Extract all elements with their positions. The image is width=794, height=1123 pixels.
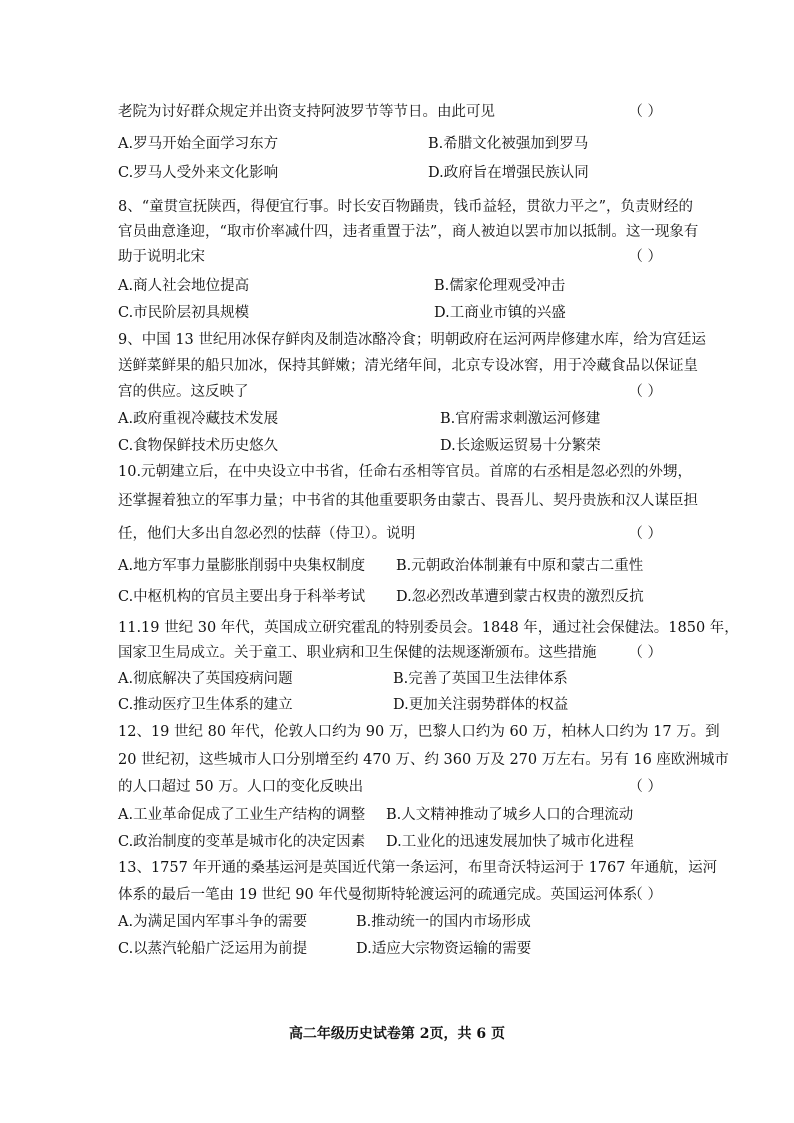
question-11-stem-line: 国家卫生局成立。关于童工、职业病和卫生保健的法规逐渐颁布。这些措施: [118, 645, 597, 661]
option-b: B.儒家伦理观受冲击: [434, 278, 566, 294]
page-footer: 高二年级历史试卷第 2页，共 6 页: [288, 1026, 506, 1042]
option-c: C.以蒸汽轮船广泛运用为前提: [118, 941, 308, 957]
question-10-stem-line: 还掌握着独立的军事力量；中书省的其他重要职务由蒙古、畏吾儿、契丹贵族和汉人谋臣担: [118, 493, 698, 509]
question-10-stem-line: 任，他们大多出自忽必烈的怯薛（侍卫）。说明: [118, 526, 416, 542]
option-b: B.完善了英国卫生法律体系: [393, 671, 568, 687]
option-d: D.更加关注弱势群体的权益: [393, 697, 569, 713]
question-13-stem-line: 13、1757 年开通的桑基运河是英国近代第一条运河，布里奇沃特运河于 1767 年通航，运河: [118, 860, 718, 876]
question-12-stem-line: 20 世纪初，这些城市人口分别增至约 470 万、约 360 万及 270 万左右。另有 16 座欧洲城市: [118, 752, 729, 768]
option-a: A.政府重视冷藏技术发展: [118, 411, 279, 427]
option-d: D.工商业市镇的兴盛: [434, 305, 566, 321]
option-c: C.推动医疗卫生体系的建立: [118, 697, 293, 713]
question-9-stem-line: 宫的供应。这反映了: [118, 384, 249, 400]
option-b: B.元朝政治体制兼有中原和蒙古二重性: [396, 558, 644, 574]
question-11-stem-line: 11.19 世纪 30 年代，英国成立研究霍乱的特别委员会。1848 年，通过社会保健法。1850 年，: [118, 620, 739, 636]
option-c: C.食物保鲜技术历史悠久: [118, 438, 279, 454]
question-10-stem-line: 10.元朝建立后，在中央设立中书省，任命右丞相等官员。首席的右丞相是忽必烈的外甥，: [118, 464, 693, 480]
option-c: C.罗马人受外来文化影响: [118, 165, 279, 181]
option-b: B.推动统一的国内市场形成: [356, 914, 531, 930]
option-b: B.人文精神推动了城乡人口的合理流动: [386, 807, 634, 823]
option-c: C.中枢机构的官员主要出身于科举考试: [118, 589, 366, 605]
question-9-stem-line: 送鲜菜鲜果的船只加冰，保持其鲜嫩；清光绪年间，北京专设冰窖，用于冷藏食品以保证皇: [118, 358, 698, 374]
question-13-stem-line: 体系的最后一笔由 19 世纪 90 年代曼彻斯特轮渡运河的疏通完成。英国运河体系: [118, 887, 638, 903]
option-a: A.彻底解决了英国疫病问题: [118, 671, 293, 687]
question-9-stem-line: 9、中国 13 世纪用冰保存鲜肉及制造冰酪冷食；明朝政府在运河两岸修建水库，给为宫廷运: [118, 332, 706, 348]
answer-bracket: （ ）: [628, 526, 662, 542]
option-a: A.为满足国内军事斗争的需要: [118, 914, 308, 930]
option-c: C.政治制度的变革是城市化的决定因素: [118, 834, 366, 850]
option-a: A.商人社会地位提高: [118, 278, 250, 294]
question-8-stem-line: 8、“童贯宣抚陕西，得便宜行事。时长安百物踊贵，钱币益轻，贯欲力平之”，负责财经的: [118, 199, 694, 215]
option-d: D.工业化的迅速发展加快了城市化进程: [386, 834, 634, 850]
question-12-stem-line: 12、19 世纪 80 年代，伦敦人口约为 90 万，巴黎人口约为 60 万，柏林人口约为 17 万。到: [118, 724, 720, 740]
answer-bracket: （ ）: [628, 249, 662, 265]
answer-bracket: （ ）: [628, 104, 662, 120]
answer-bracket: （ ）: [628, 779, 662, 795]
option-b: B.希腊文化被强加到罗马: [428, 136, 589, 152]
question-8-stem-line: 官员曲意逢迎，“取市价率减什四，违者重置于法”，商人被迫以罢市加以抵制。这一现象有: [118, 224, 699, 240]
question-8-stem-line: 助于说明北宋: [118, 249, 205, 265]
answer-bracket: （ ）: [628, 645, 662, 661]
option-a: A.地方军事力量膨胀削弱中央集权制度: [118, 558, 366, 574]
answer-bracket: （ ）: [628, 887, 662, 903]
option-b: B.官府需求刺激运河修建: [440, 411, 601, 427]
option-d: D.政府旨在增强民族认同: [428, 165, 589, 181]
option-d: D.忽必烈改革遭到蒙古权贵的激烈反抗: [396, 589, 644, 605]
question-12-stem-line: 的人口超过 50 万。人口的变化反映出: [118, 779, 364, 795]
option-d: D.长途贩运贸易十分繁荣: [440, 438, 601, 454]
option-a: A.罗马开始全面学习东方: [118, 136, 279, 152]
answer-bracket: （ ）: [628, 384, 662, 400]
option-c: C.市民阶层初具规模: [118, 305, 250, 321]
option-a: A.工业革命促成了工业生产结构的调整: [118, 807, 366, 823]
option-d: D.适应大宗物资运输的需要: [356, 941, 532, 957]
question-7-stem-line: 老院为讨好群众规定并出资支持阿波罗节等节日。由此可见: [118, 104, 495, 120]
